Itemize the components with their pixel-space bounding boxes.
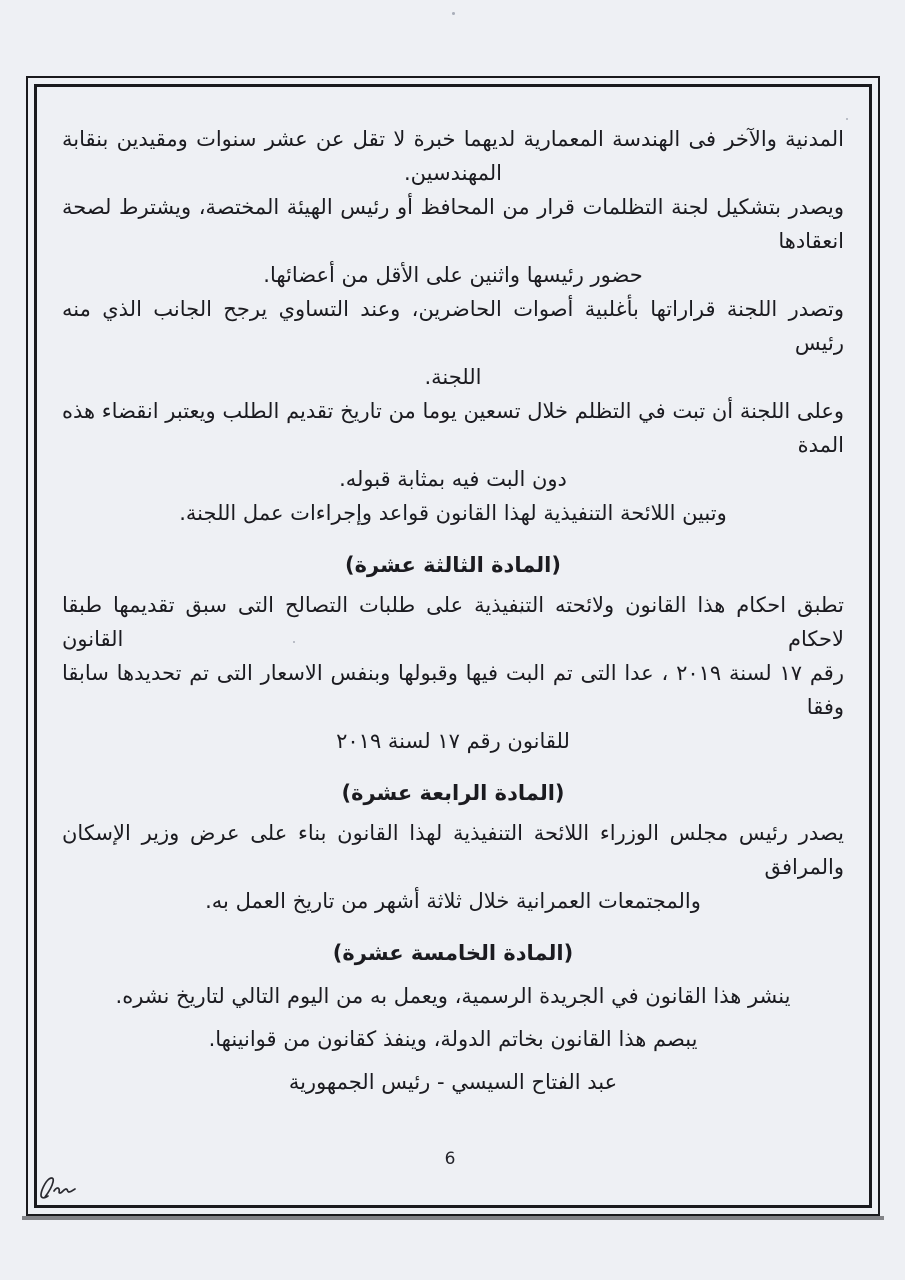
article-heading: (المادة الخامسة عشرة) <box>332 941 574 965</box>
text-line: وتصدر اللجنة قراراتها بأغلبية أصوات الحاضرين، وعند التساوي يرجح الجانب الذي منه رئيس <box>62 297 844 355</box>
document-body <box>62 122 844 1099</box>
text-line: ويصدر بتشكيل لجنة التظلمات قرار من المحافظ أو رئيس الهيئة المختصة، ويشترط لصحة انعقادها <box>62 195 844 253</box>
scan-speck <box>846 118 848 120</box>
scan-edge-shadow <box>22 1216 884 1220</box>
text-line: ينشر هذا القانون في الجريدة الرسمية، ويعمل به من اليوم التالي لتاريخ نشره. <box>115 984 791 1008</box>
signature-mark <box>38 1174 82 1206</box>
signatory-line: عبد الفتاح السيسي - رئيس الجمهورية <box>288 1070 618 1094</box>
text-line: والمجتمعات العمرانية خلال ثلاثة أشهر من تاريخ العمل به. <box>205 889 701 913</box>
scan-speck <box>452 12 455 15</box>
text-line: اللجنة. <box>424 365 482 389</box>
text-line: رقم ١٧ لسنة ٢٠١٩ ، عدا التى تم البت فيها وقبولها وبنفس الاسعار التى تم تحديدها سابقا وفقا <box>62 661 844 719</box>
text-line: المدنية والآخر فى الهندسة المعمارية لديهما خبرة لا تقل عن عشر سنوات ومقيدين بنقابة <box>62 127 844 151</box>
text-line: تطبق احكام هذا القانون ولائحته التنفيذية على طلبات التصالح التى سبق تقديمها طبقا لاحكام القانون <box>62 593 844 651</box>
article-heading: (المادة الرابعة عشرة) <box>341 781 565 805</box>
text-line: وعلى اللجنة أن تبت في التظلم خلال تسعين يوما من تاريخ تقديم الطلب ويعتبر انقضاء هذه المدة <box>62 399 844 457</box>
page-number: 6 <box>444 1149 456 1169</box>
article-heading: (المادة الثالثة عشرة) <box>345 553 561 577</box>
text-line: يصدر رئيس مجلس الوزراء اللائحة التنفيذية لهذا القانون بناء على عرض وزير الإسكان والمرافق <box>62 821 844 879</box>
handwritten-initial-icon <box>38 1174 82 1206</box>
text-line: حضور رئيسها واثنين على الأقل من أعضائها. <box>263 263 643 287</box>
text-line: وتبين اللائحة التنفيذية لهذا القانون قواعد وإجراءات عمل اللجنة. <box>179 501 727 525</box>
text-line: يبصم هذا القانون بخاتم الدولة، وينفذ كقانون من قوانينها. <box>208 1027 698 1051</box>
text-line: دون البت فيه بمثابة قبوله. <box>339 467 567 491</box>
text-line: للقانون رقم ١٧ لسنة ٢٠١٩ <box>336 729 570 753</box>
text-line: المهندسين. <box>403 161 502 185</box>
